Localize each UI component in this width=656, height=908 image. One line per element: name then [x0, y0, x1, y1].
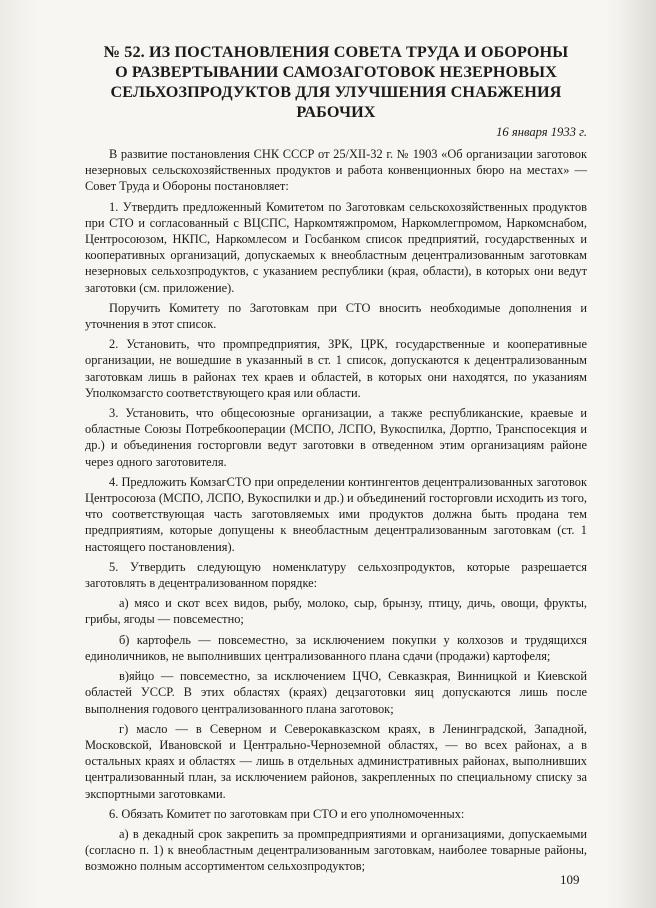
paragraph-6a: а) в декадный срок закрепить за промпредприятиями и организациями, допускаемыми (согласно п. 1) к внеобластным децентрализованным заготовкам, наиболее товарные районы, возможно полным ассортиментом сельхозпродуктов;: [85, 826, 587, 874]
document-date: 16 января 1933 г.: [496, 125, 587, 139]
page-number: 109: [560, 872, 580, 887]
paragraph-5: 5. Утвердить следующую номенклатуру сельхозпродуктов, которые разрешается заготовлять в децентрализованном порядке:: [85, 559, 587, 591]
paragraph-5d: г) масло — в Северном и Северокавказском краях, в Ленинградской, Западной, Московской, Ивановской и Центрально-Черноземной областях, — во всех районах, а в остальных краях и областях — лишь в отдельных административных районах, выполнивших централизованный план, за исключением районов, закрепленных по специальному списку за экспортными заготовками.: [85, 721, 587, 801]
paragraph-1: 1. Утвердить предложенный Комитетом по Заготовкам сельскохозяйственных продуктов при СТО и согласованный с ВЦСПС, Наркомтяжпромом, Наркомлегпромом, Наркомснабом, Центросоюзом, НКПС, Наркомлесом и Госбанком список предприятий, государственных и кооперативных организаций, допускаемых к внеобластным децентрализованным заготовкам незерновых сельхозпродуктов, с указанием республики (края, области), в которых они ведут заготовки (см. приложение).: [85, 199, 587, 295]
document-body: [85, 42, 587, 879]
title-line: О РАЗВЕРТЫВАНИИ САМОЗАГОТОВОК НЕЗЕРНОВЫХ: [115, 63, 557, 81]
paragraph-3: 3. Установить, что общесоюзные организации, а также республиканские, краевые и областные Союзы Потребкооперации (МСПО, ЛСПО, Вукоспилка, Дортпо, Транспосекция и др.) и объединения госторговли ведут заготовки в отведенном этим организациям районе через одного заготовителя.: [85, 406, 587, 469]
intro-paragraph: В развитие постановления СНК СССР от 25/XII-32 г. № 1903 «Об организации заготовок незерновых сельскохозяйственных продуктов и работа конвенционных бюро на местах» — Совет Труда и Обороны постановляет:: [85, 147, 587, 194]
paragraph-5c: в)яйцо — повсеместно, за исключением ЦЧО, Севказкрая, Винницкой и Киевской областей УССР. В этих областях (краях) децзаготовки яиц допускаются лишь после выполнения годового централизованного плана заготовок;: [85, 669, 587, 716]
document-title: [85, 42, 587, 122]
paragraph-1-addendum: Поручить Комитету по Заготовкам при СТО вносить необходимые дополнения и уточнения в этот список.: [85, 300, 587, 332]
paragraph-2: 2. Установить, что промпредприятия, ЗРК, ЦРК, государственные и кооперативные организации, не вошедшие в указанный в ст. 1 список, допускаются к децентрализованным заготовкам лишь в районах тех краев и областей, в которых они находятся, по указаниям Уполкомзагсто соответствующего края или области.: [85, 337, 587, 400]
paragraph-5b: б) картофель — повсеместно, за исключением покупки у колхозов и трудящихся единоличников, не выполнивших централизованного плана сдачи (продажи) картофеля;: [85, 632, 587, 663]
paragraph-4: 4. Предложить КомзагСТО при определении контингентов децентрализованных заготовок Центросоюза (МСПО, ЛСПО, Вукоспилки и др.) и объединений госторговли исходить из того, что соответствующая часть заготовляемых ими продуктов должна быть продана тем предприятиям, которые допущены к внеобластным децентрализованным заготовкам (ст. 1 настоящего постановления).: [85, 474, 587, 554]
title-line: СЕЛЬХОЗПРОДУКТОВ ДЛЯ УЛУЧШЕНИЯ СНАБЖЕНИЯ РАБОЧИХ: [110, 83, 562, 121]
title-line: № 52. ИЗ ПОСТАНОВЛЕНИЯ СОВЕТА ТРУДА И ОБОРОНЫ: [103, 43, 569, 61]
facing-page-shadow: [618, 0, 656, 908]
paragraph-5a: а) мясо и скот всех видов, рыбу, молоко, сыр, брынзу, птицу, дичь, овощи, фрукты, грибы, ягоды — повсеместно;: [85, 596, 587, 627]
paragraph-6: 6. Обязать Комитет по заготовкам при СТО и его уполномоченных:: [109, 806, 465, 821]
